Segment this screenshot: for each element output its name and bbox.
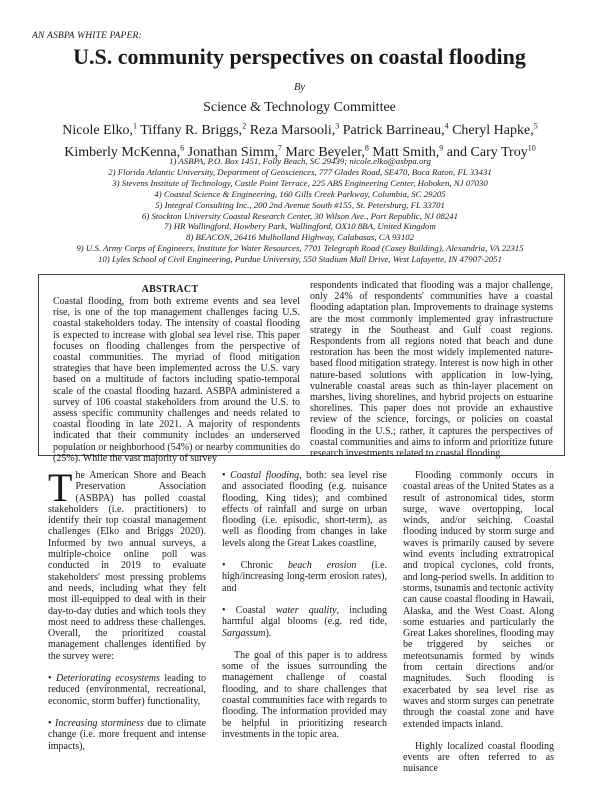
goal-paragraph: The goal of this paper is to address some of the issues surrounding the management challenge of coastal flooding, and to share challenges that coastal communities face with regards to flooding. The information provided may be helpful in prioritizing research investments in the topic area. — [222, 649, 387, 740]
affiliation: 10) Lyles School of Civil Engineering, Purdue University, 550 Stadium Mall Drive, West Lafayette, IN 47907-2051 — [98, 254, 502, 265]
affiliation: 3) Stevens Institute of Technology, Castle Point Terrace, 225 ABS Engineering Center, Hoboken, NJ 07030 — [112, 177, 488, 188]
affiliation: 8) BEACON, 26416 Mulholland Highway, Calabasas, CA 93102 — [185, 232, 415, 243]
body-column-1 — [48, 465, 206, 763]
body-column-3 — [403, 470, 554, 786]
affiliation-list — [20, 156, 580, 265]
flooding-paragraph: Flooding commonly occurs in coastal areas of the United States as a result of astronomical tides, storm surge, wave overtopping, local winds, and/or seiching. Coastal flooding induced by storm surge and waves is primarily caused by severe wind events including extratropical and tropical cyclones, cold fronts, and long-period swells. In addition to storms, tsunamis and tectonic activity can cause coastal flooding in Hawaii, Alaska, and the West Coast. Along some estuaries and particularly the Great Lakes shorelines, flooding may be triggered by seiches or meteotsunamis formed by winds from certain directions and/or magnitudes. Such flooding is exacerbated by sea level rise as waves and storm surges can penetrate through the coastal zone and have extended impacts inland. — [403, 470, 554, 730]
kicker: AN ASBPA WHITE PAPER: — [32, 31, 142, 41]
committee-name: Science & Technology Committee — [203, 100, 396, 115]
byline: By — [293, 82, 306, 93]
author: Nicole Elko,$^1$ — [62, 121, 138, 138]
affiliation: 2) Florida Atlantic University, Department of Geosciences, 777 Glades Road, SE470, Boca Raton, FL 33431 — [108, 166, 492, 177]
intro-paragraph: The American Shore and Beach Preservation Association (ASBPA) has polled coastal stakeholders (i.e. practitioners) to identify their top coastal management challenges (Elko and Briggs 2020). Informed by two annual surveys, a multiple-choice online poll was conducted in 2019 to evaluate stakeholders' most pressing problems and needs, including what they felt most ill-equipped to deal with in their day-to-day duties and which tools they most need to address these challenges. Overall, the prioritized coastal management challenges identified by the survey were: — [48, 465, 206, 662]
bullet-item: • Coastal flooding, both: sea level rise and associated flooding (e.g. nuisance flooding, King tides); and combined effects of rainfall and surge on urban flooding (i.e. episodic, short-term), as well as flooding from changes in lake levels along the Great Lakes coastline, — [222, 470, 387, 549]
author: Jonathan Simm,$^7$ — [187, 143, 282, 161]
author: Matt Smith,$^9$ — [372, 143, 444, 161]
author: Cheryl Hapke,$^5$ — [452, 121, 538, 138]
bullet-icon: • — [222, 604, 236, 616]
author: Kimberly McKenna,$^6$ — [64, 143, 185, 161]
author: Tiffany R. Briggs,$^2$ — [140, 121, 247, 138]
affiliation: 5) Integral Consulting Inc., 200 2nd Avenue South #155, St. Petersburg, FL 33701 — [155, 199, 445, 210]
abstract-box — [38, 274, 565, 464]
drop-cap: T — [48, 465, 73, 510]
affiliation: 9) U.S. Army Corps of Engineers, Institute for Water Resources, 7701 Telegraph Road (Casey Building), Alexandria, VA 22315 — [76, 243, 524, 254]
affiliation: 4) Coastal Science & Engineering, 160 Gills Creek Parkway, Columbia, SC 29205 — [154, 188, 446, 199]
bullet-icon: • — [48, 673, 56, 685]
author: and Cary Troy$^{10}$ — [446, 143, 536, 161]
bullet-item: • Chronic beach erosion (i.e. high/increasing long-term erosion rates), and — [222, 560, 388, 594]
bullet-item: • Deteriorating ecosystems leading to reduced (environmental, recreational, economic, storm buffer) functionality, — [48, 673, 206, 707]
page-title: U.S. community perspectives on coastal flooding — [73, 44, 526, 69]
author: Marc Beyeler,$^8$ — [285, 143, 369, 161]
nuisance-paragraph: Highly localized coastal flooding events are often referred to as nuisance — [403, 740, 554, 775]
bullet-icon: • — [222, 560, 241, 572]
author: Reza Marsooli,$^3$ — [249, 121, 340, 138]
affiliation: 7) HR Wallingford, Howbery Park, Wallingford, OX10 8BA, United Kingdom — [164, 221, 436, 232]
bullet-item: • Coastal water quality, including harmful algal blooms (e.g. red tide, Sargassum). — [222, 604, 387, 639]
bullet-icon: • — [48, 717, 56, 729]
bullet-icon: • — [222, 470, 231, 481]
abstract-text-right: respondents indicated that flooding was a major challenge, only 24% of respondents' communities have a coastal flooding adaptation plan. Improvements to drainage systems are the most commonly implemented gray infrastructure strategy in the Southeast and Gulf coast regions. Respondents from all regions noted that beach and dune restoration has been the most widely implemented nature-based flood mitigation strategy. Interest is now high in other nature-based solutions with application in low-lying, vulnerable coastal areas such as thin-layer placement on marshes, living shorelines, and hybrid projects on estuarine shorelines. This paper does not provide an exhaustive review of the science, forcings, or policies on coastal flooding in the U.S.; rather, it captures the perspectives of coastal communities and aims to inform and prioritize future research investments related to coastal flooding. — [310, 280, 553, 460]
affiliation: 1) ASBPA, P.O. Box 1451, Folly Beach, SC 29439; nicole.elko@asbpa.org — [169, 156, 431, 166]
abstract-text-left: Coastal flooding, from both extreme events and sea level rise, is one of the top management challenges facing U.S. coastal stakeholders today. The intensity of coastal flooding is expected to increase with global sea level rise. This paper focuses on flooding challenges from the perspective of coastal communities. The myriad of flood mitigation strategies that have been implemented across the U.S. vary based on a multitude of factors including spatio-temporal scale of the coastal flooding hazard. ASBPA administered a survey of 106 coastal stakeholders from around the U.S. to assess specific community challenges and needs related to coastal flooding in late 2021. A majority of respondents indicated that their community includes an underserved population or neighborhood (54%) or nearby communities do (25%). While the vast majority of survey — [53, 296, 300, 464]
body-column-2 — [222, 470, 387, 751]
bullet-item: • Increasing storminess due to climate change (i.e. more frequent and intense impacts), — [48, 717, 206, 752]
author: Patrick Barrineau,$^4$ — [342, 121, 449, 138]
abstract-heading: ABSTRACT — [141, 284, 199, 295]
affiliation: 6) Stockton University Coastal Research Center, 30 Wilson Ave., Port Republic, NJ 08241 — [141, 210, 459, 221]
